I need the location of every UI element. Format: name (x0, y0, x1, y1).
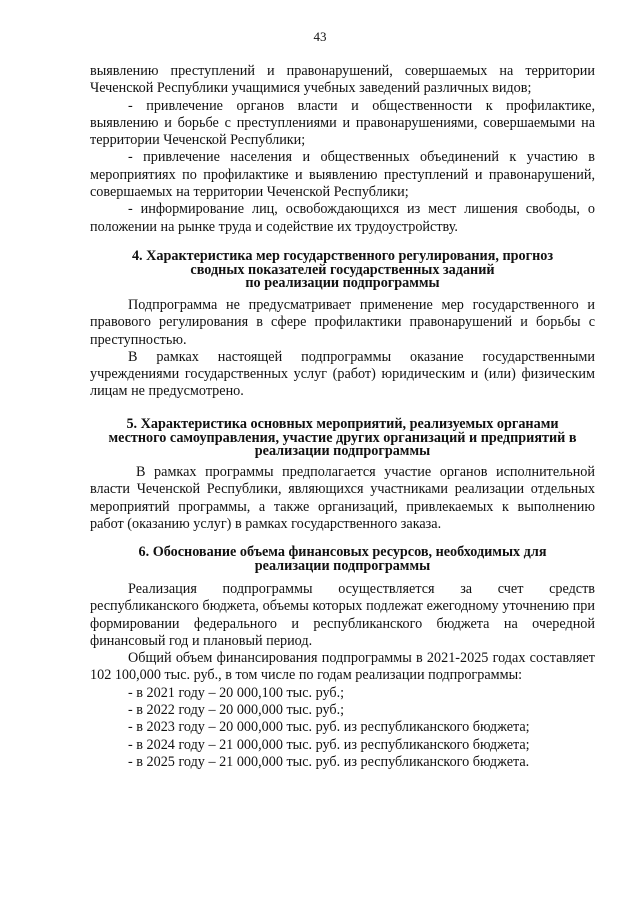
funding-list-item: - в 2021 году – 20 000,100 тыс. руб.; (128, 684, 345, 701)
funding-list-item: - в 2022 году – 20 000,000 тыс. руб.; (128, 702, 345, 719)
section-paragraph: В рамках настоящей подпрограммы оказание государственными учреждениями государственных услуг (работ) юридическим и (или) физическим лицам не предусмотрено. (90, 348, 595, 400)
intro-block (90, 63, 595, 236)
intro-bullet: - привлечение органов власти и общественности к профилактике, выявлению и борьбе с преступлениями и правонарушениями, совершаемыми на территории Чеченской Республики; (90, 97, 595, 149)
funding-list-item: - в 2025 году – 21 000,000 тыс. руб. из республиканского бюджета. (128, 753, 530, 770)
section-5-title (90, 418, 595, 459)
section-4-title (90, 250, 595, 291)
funding-list-item: - в 2024 году – 21 000,000 тыс. руб. из республиканского бюджета; (128, 736, 530, 753)
section-title-line: 5. Характеристика основных мероприятий, реализуемых органами (126, 416, 559, 432)
section-title-line: 6. Обоснование объема финансовых ресурсов, необходимых для (138, 544, 547, 560)
section-6-body (90, 581, 595, 771)
section-6-title (90, 546, 595, 573)
intro-paragraph: выявлению преступлений и правонарушений, совершаемых на территории Чеченской Республики учащимися учебных заведений различных видов; (90, 63, 595, 97)
page-number: 43 (313, 29, 327, 44)
section-title-line: реализации подпрограммы (254, 443, 431, 459)
section-title-line: сводных показателей государственных заданий (190, 261, 495, 278)
section-paragraph: В рамках программы предполагается участие органов исполнительной власти Чеченской Республики, являющихся участниками реализации отдельных мероприятий программы, а также организаций, привлекаемых к выполнению работ (оказанию услуг) в рамках государственного заказа. (90, 464, 595, 532)
section-paragraph: Реализация подпрограммы осуществляется за счет средств республиканского бюджета, объемы которых подлежат ежегодному уточнению при формировании федерального и республиканского бюджета на очередной финансовый год и плановый период. (90, 581, 595, 649)
section-5-body (90, 464, 595, 533)
intro-bullet: - информирование лиц, освобождающихся из мест лишения свободы, о положении на рынке труда и содействие их трудоустройству. (90, 201, 595, 235)
section-title-line: местного самоуправления, участие других организаций и предприятий в (108, 429, 577, 446)
funding-list-item: - в 2023 году – 20 000,000 тыс. руб. из республиканского бюджета; (128, 719, 530, 736)
section-title-line: реализации подпрограммы (254, 557, 431, 574)
section-paragraph: Подпрограмма не предусматривает применение мер государственного и правового регулирования в сфере профилактики правонарушений и борьбы с преступностью. (90, 297, 595, 348)
section-4-body (90, 297, 595, 401)
section-title-line: по реализации подпрограммы (245, 275, 440, 291)
section-paragraph: Общий объем финансирования подпрограммы в 2021-2025 годах составляет 102 100,000 тыс. руб., в том числе по годам реализации подпрограммы: (90, 650, 595, 684)
intro-bullet: - привлечение населения и общественных объединений к участию в мероприятиях по профилактике и выявлению преступлений и правонарушений, совершаемых на территории Чеченской Республики; (90, 149, 595, 201)
section-title-line: 4. Характеристика мер государственного регулирования, прогноз (131, 248, 554, 264)
